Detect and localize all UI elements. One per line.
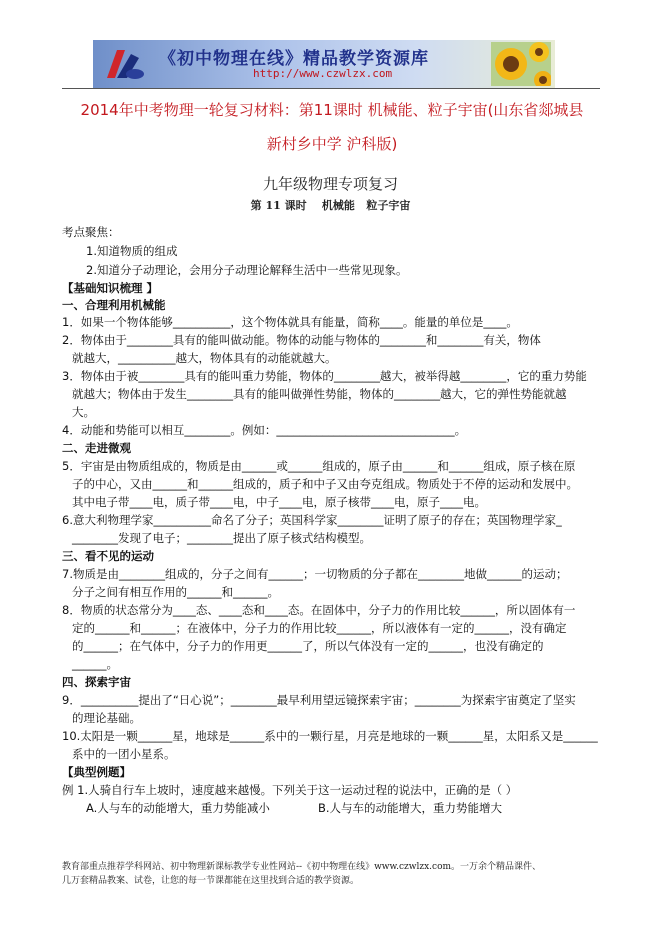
banner-title: 《初中物理在线》精品教学资源库 bbox=[159, 49, 429, 69]
section-heading: 一、合理利用机械能 bbox=[62, 298, 166, 312]
text-line: 9．__________提出了“日心说”；________最早利用望远镜探索宇宙；________为探索宇宙奠定了坚实 bbox=[62, 693, 576, 707]
text-line: 2．物体由于________具有的能叫做动能。物体的动能与物体的________和________有关，物体 bbox=[62, 333, 541, 347]
section-heading: 【典型例题】 bbox=[62, 765, 131, 779]
text-line: 的______；在气体中，分子力的作用更______了，所以气体没有一定的______，也没有确定的 bbox=[72, 639, 544, 653]
page-footer bbox=[62, 860, 541, 888]
section-heading: 【基础知识梳理 】 bbox=[62, 281, 159, 295]
text-line: 10.太阳是一颗______星，地球是______系中的一颗行星，月亮是地球的一颗______星，太阳系又是______ bbox=[62, 729, 598, 743]
text-line: 定的______和______；在液体中，分子力的作用比较______，所以液体有一定的______，没有确定 bbox=[72, 621, 567, 635]
sunflower-icon bbox=[491, 42, 551, 86]
text-line: ________发现了电子；________提出了原子核式结构模型。 bbox=[72, 531, 371, 545]
text-line: 的理论基础。 bbox=[72, 711, 141, 725]
text-line: ______。 bbox=[72, 657, 118, 671]
text-line: 8．物质的状态常分为____态、____态和____态。在固体中，分子力的作用比较______，所以固体有一 bbox=[62, 603, 576, 617]
doc-title-line1: 2014年中考物理一轮复习材料：第11课时 机械能、粒子宇宙(山东省郯城县 bbox=[80, 101, 584, 119]
section-heading: 二、走进微观 bbox=[62, 441, 131, 455]
text-line: 4．动能和势能可以相互________。例如：_______________________________。 bbox=[62, 423, 467, 437]
text-line: 其中电子带____电，质子带____电，中子____电，原子核带____电，原子____电。 bbox=[72, 495, 486, 509]
section-heading: 四、探索宇宙 bbox=[62, 675, 131, 689]
text-line: 子的中心，又由______和______组成的，质子和中子又由夸克组成。物质处于不停的运动和发展中。 bbox=[72, 477, 578, 491]
doc-title-line2: 新村乡中学 沪科版) bbox=[266, 135, 398, 153]
text-line: 1.知道物质的组成 bbox=[86, 244, 178, 258]
subtitle: 九年级物理专项复习 bbox=[262, 175, 398, 193]
banner-url[interactable]: http://www.czwlzx.com bbox=[253, 67, 393, 80]
option-b: B.人与车的动能增大，重力势能增大 bbox=[318, 801, 503, 815]
site-logo-icon bbox=[101, 44, 147, 84]
footer-line1: 教育部重点推荐学科网站、初中物理新课标教学专业性网站--《初中物理在线》www.czwlzx.com。一万余个精品课件、 bbox=[62, 862, 542, 872]
text-line: 5．宇宙是由物质组成的，物质是由______或______组成的，原子由______和______组成，原子核在原 bbox=[62, 459, 576, 473]
header-rule bbox=[62, 88, 600, 89]
text-line: 7.物质是由________组成的，分子之间有______；一切物质的分子都在________地做______的运动； bbox=[62, 567, 568, 581]
option-a: A.人与车的动能增大，重力势能减小 bbox=[86, 801, 270, 815]
text-line: 2.知道分子动理论，会用分子动理论解释生活中一些常见现象。 bbox=[86, 263, 408, 277]
footer-line2: 几万套精品教案、试卷，让您的每一节课都能在这里找到合适的教学资源。 bbox=[62, 876, 360, 886]
text-line: 系中的一团小星系。 bbox=[72, 747, 176, 761]
text-line: 1．如果一个物体能够__________，这个物体就具有能量，简称____。能量的单位是____。 bbox=[62, 315, 518, 329]
text-line: 大。 bbox=[72, 405, 95, 419]
text-line: 考点聚焦： bbox=[62, 225, 120, 239]
text-line: 6.意大利物理学家__________命名了分子；英国科学家________证明了原子的存在；英国物理学家_ bbox=[62, 513, 562, 527]
lesson-title: 第 11 课时 机械能 粒子宇宙 bbox=[250, 199, 411, 212]
section-heading: 三、看不见的运动 bbox=[62, 549, 154, 563]
site-banner bbox=[93, 40, 555, 88]
text-line: 就越大；物体由于发生________具有的能叫做弹性势能，物体的________越大，它的弹性势能就越 bbox=[72, 387, 567, 401]
example-question: 例 1.人骑自行车上坡时，速度越来越慢。下列关于这一运动过程的说法中，正确的是（ ） bbox=[62, 783, 518, 797]
text-line: 3．物体由于被________具有的能叫重力势能，物体的________越大，被举得越________，它的重力势能 bbox=[62, 369, 587, 383]
text-line: 就越大，__________越大，物体具有的动能就越大。 bbox=[72, 351, 337, 365]
text-line: 分子之间有相互作用的______和______。 bbox=[72, 585, 279, 599]
